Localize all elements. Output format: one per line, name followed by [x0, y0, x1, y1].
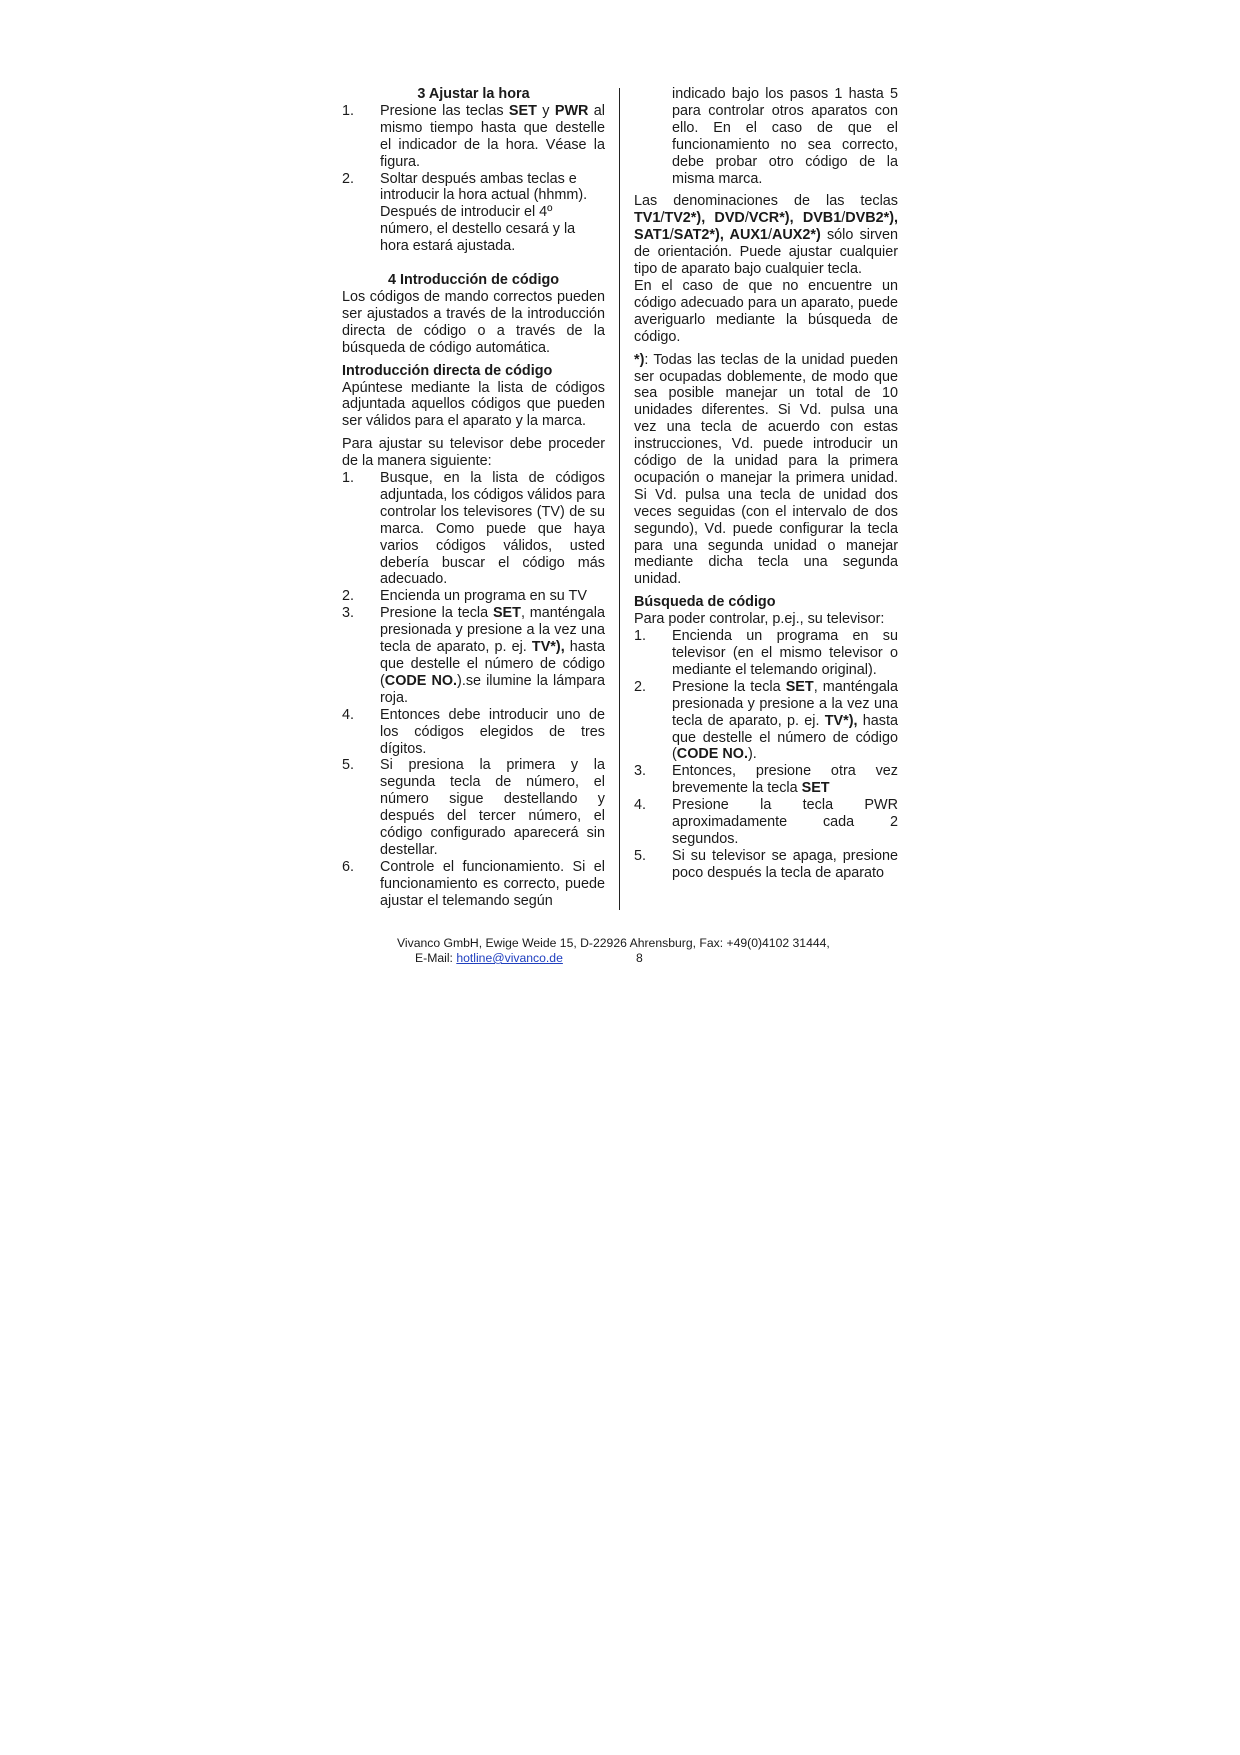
left-column: [342, 86, 605, 910]
step-number: 4.: [342, 706, 355, 723]
list-item: 1. Presione las teclas SET y PWR al mismo tiempo hasta que destelle el indicador de la hora. Véase la figura.: [342, 102, 605, 170]
page-number: 8: [636, 951, 643, 965]
step-number: 5.: [634, 847, 647, 864]
footnote-mark: *): [634, 351, 645, 368]
step-number: 3.: [634, 763, 647, 780]
list-item: 2. Soltar después ambas teclas e introducir la hora actual (hhmm). Después de introducir el 4º número, el destello cesará y la hora estará ajustada.: [342, 170, 588, 255]
step-number: 4.: [634, 797, 647, 814]
step-number: 3.: [342, 605, 355, 622]
step-number: 2.: [342, 170, 355, 187]
step-number: 2.: [342, 588, 355, 605]
code-search-steps: [634, 628, 898, 882]
list-item: 2. Presione la tecla SET, manténgala presionada y presione a la vez una tecla de aparato, p. ej. TV*), hasta que destelle el número de código (CODE NO.).: [634, 678, 899, 763]
company-address: Vivanco GmbH, Ewige Weide 15, D-22926 Ahrensburg, Fax: +49(0)4102 31444,: [397, 936, 830, 950]
direct-entry-intro: Apúntese mediante la lista de códigos adjuntada aquellos códigos que pueden ser válidos para el aparato y la marca.: [342, 379, 605, 430]
step-number: 5.: [342, 757, 355, 774]
direct-entry-title: Introducción directa de código: [342, 362, 553, 379]
section-3-title: 3 Ajustar la hora: [417, 86, 530, 102]
pwr-key-label: PWR: [554, 102, 589, 119]
double-assignment-note: *): Todas las teclas de la unidad pueden ser ocupadas doblemente, de modo que sea posible manejar un total de 10 unidades diferentes. Si Vd. pulsa una vez una tecla de acuerdo con estas instrucciones, Vd. puede introducir un código de la unidad para la primera ocupación o manejar la primera unidad. Si Vd. pulsa una tecla de unidad dos veces seguidas (con el intervalo de dos segundo), Vd. puede configurar la tecla para una segunda unidad o manejar mediante dicha tecla una segunda unidad.: [634, 351, 898, 588]
step-number: 1.: [342, 470, 355, 487]
section-4-title: 4 Introducción de código: [387, 272, 560, 289]
list-item: 1. Encienda un programa en su televisor (en el mismo televisor o mediante el telemando original).: [634, 628, 898, 678]
list-item: 6. Controle el funcionamiento. Si el funcionamiento es correcto, puede ajustar el telemando según: [342, 858, 605, 909]
tv-setup-intro: Para ajustar su televisor debe proceder de la manera siguiente:: [342, 436, 605, 470]
list-item: 5. Si presiona la primera y la segunda tecla de número, el número sigue destellando y después del tercer número, el código configurado aparecerá sin destellar.: [342, 757, 605, 858]
key-denominations-note: Las denominaciones de las teclas TV1/TV2*), DVD/VCR*), DVB1/DVB2*), SAT1/SAT2*), AUX1/AUX2*) sólo sirven de orientación. Puede ajustar cualquier tipo de aparato bajo cualquier tecla.: [634, 193, 898, 278]
step-6-continuation: indicado bajo los pasos 1 hasta 5 para controlar otros aparatos con ello. En el caso de que el funcionamiento no sea correcto, debe probar otro código de la misma marca.: [672, 86, 898, 187]
list-item: 4. Entonces debe introducir uno de los códigos elegidos de tres dígitos.: [342, 706, 605, 757]
code-search-intro: Para poder controlar, p.ej., su televisor:: [634, 611, 885, 628]
section-4-intro: Los códigos de mando correctos pueden ser ajustados a través de la introducción directa de código o a través de la búsqueda de código automática.: [342, 288, 605, 356]
list-item: 4. Presione la tecla PWR aproximadamente cada 2 segundos.: [634, 797, 898, 847]
step-number: 1.: [634, 628, 647, 645]
direct-entry-steps: [342, 470, 605, 910]
list-item: 1. Busque, en la lista de códigos adjuntada, los códigos válidos para controlar los televisores (TV) de su marca. Como puede que haya varios códigos válidos, usted debería buscar el código más adecuado.: [342, 470, 605, 588]
time-steps: [342, 103, 605, 255]
email-line: E-Mail: hotline@vivanco.de: [415, 951, 563, 965]
list-item: 5. Si su televisor se apaga, presione poco después la tecla de aparato: [634, 847, 898, 881]
email-link[interactable]: hotline@vivanco.de: [456, 951, 563, 965]
step-number: 2.: [634, 678, 647, 695]
no-code-note: En el caso de que no encuentre un código adecuado para un aparato, puede averiguarlo mediante la búsqueda de código.: [634, 277, 898, 345]
right-column: [634, 86, 898, 882]
column-divider: [619, 88, 620, 910]
set-key-label: SET: [508, 102, 537, 119]
step-number: 6.: [342, 858, 355, 875]
list-item: 3. Presione la tecla SET, manténgala presionada y presione a la vez una tecla de aparato, p. ej. TV*), hasta que destelle el número de código (CODE NO.).se ilumine la lámpara roja.: [342, 605, 606, 706]
list-item: 2. Encienda un programa en su TV: [342, 588, 587, 605]
step-number: 1.: [342, 102, 355, 119]
list-item: 3. Entonces, presione otra vez brevemente la tecla SET: [634, 763, 898, 797]
code-search-title: Búsqueda de código: [634, 594, 776, 611]
